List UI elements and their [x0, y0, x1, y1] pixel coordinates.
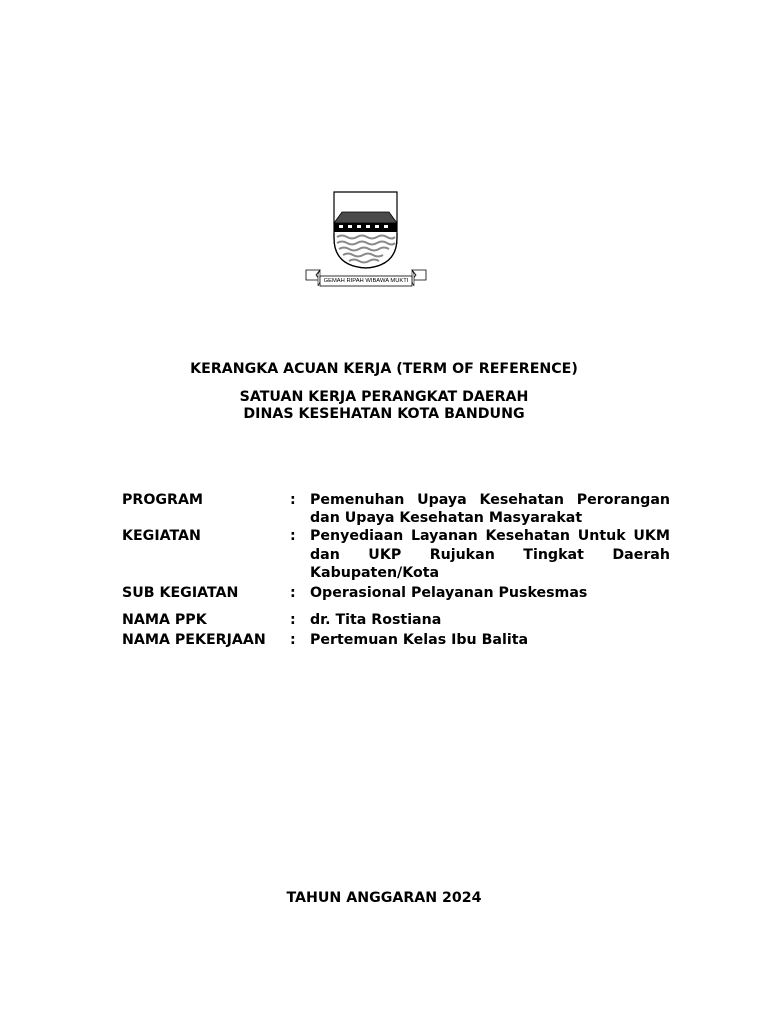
subtitle-line-1: SATUAN KERJA PERANGKAT DAERAH — [239, 389, 529, 405]
detail-row-sub-kegiatan — [122, 584, 670, 602]
detail-colon: : — [290, 612, 296, 629]
city-emblem — [304, 190, 428, 290]
detail-value: Pertemuan Kelas Ibu Balita — [310, 632, 529, 649]
detail-label: PROGRAM — [122, 492, 204, 508]
emblem-motto: GEMAH RIPAH WIBAWA MUKTI — [323, 278, 409, 284]
details-block — [122, 491, 670, 650]
detail-label: NAMA PPK — [122, 612, 207, 629]
detail-colon: : — [290, 492, 296, 508]
document-title: KERANGKA ACUAN KERJA (TERM OF REFERENCE) — [190, 361, 578, 377]
detail-label: NAMA PEKERJAAN — [122, 632, 266, 649]
detail-colon: : — [290, 632, 296, 649]
detail-value: Operasional Pelayanan Puskesmas — [310, 585, 588, 602]
detail-row-nama-ppk — [122, 611, 670, 629]
document-subtitle — [0, 389, 768, 422]
detail-value: Penyediaan Layanan Kesehatan Untuk UKM dan UKP Rujukan Tingkat Daerah Kabupaten/Kota — [310, 528, 670, 581]
detail-label: KEGIATAN — [122, 528, 201, 545]
detail-colon: : — [290, 528, 296, 545]
detail-row-program — [122, 491, 670, 527]
detail-row-nama-pekerjaan — [122, 631, 670, 649]
detail-label: SUB KEGIATAN — [122, 585, 239, 602]
fiscal-year: TAHUN ANGGARAN 2024 — [286, 890, 482, 906]
detail-row-kegiatan — [122, 527, 670, 582]
detail-colon: : — [290, 585, 296, 602]
subtitle-line-2: DINAS KESEHATAN KOTA BANDUNG — [243, 405, 525, 422]
detail-value: dr. Tita Rostiana — [310, 612, 442, 629]
coat-of-arms-icon — [304, 190, 428, 290]
detail-value: Pemenuhan Upaya Kesehatan Perorangan dan Upaya Kesehatan Masyarakat — [310, 492, 670, 527]
